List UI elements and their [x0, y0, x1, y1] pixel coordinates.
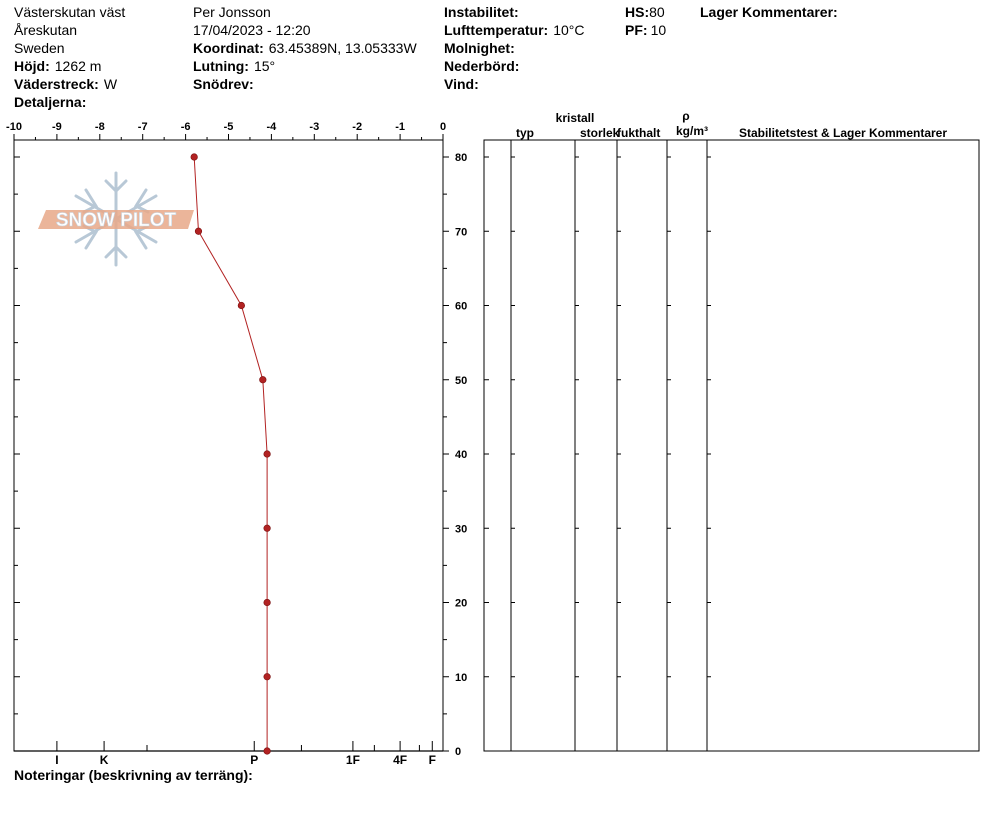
- elevation-label: Höjd:: [14, 58, 50, 74]
- y-tick-label: 20: [455, 597, 468, 610]
- instability-label: Instabilitet:: [444, 4, 519, 20]
- pf-label: PF:: [625, 22, 648, 38]
- area-name: Åreskutan: [14, 22, 78, 38]
- x-tick-label: -9: [52, 121, 62, 133]
- elevation-value: 1262 m: [54, 58, 102, 74]
- hardness-label: P: [250, 753, 259, 767]
- layer-comments-label: Lager Kommentarer:: [700, 4, 838, 20]
- x-tick-label: -4: [266, 121, 277, 133]
- slope-value: 15°: [253, 58, 276, 74]
- aspect-label: Väderstreck:: [14, 76, 99, 92]
- x-tick-label: -2: [352, 121, 363, 133]
- coords-label: Koordinat:: [193, 40, 264, 56]
- slope-label: Lutning:: [193, 58, 249, 74]
- temperature-point: [260, 376, 267, 383]
- logo-text: SNOW PILOT: [55, 210, 177, 231]
- air-temp-label: Lufttemperatur:: [444, 22, 549, 38]
- snowpilot-logo: [38, 173, 194, 265]
- x-tick-label: -8: [94, 121, 105, 133]
- y-tick-label: 40: [455, 449, 468, 461]
- x-tick-label: -10: [6, 121, 22, 133]
- temperature-point: [195, 228, 202, 235]
- x-tick-label: -1: [395, 121, 405, 133]
- col-density-unit-header: kg/m³: [675, 124, 709, 138]
- x-axis-ticks: [6, 121, 446, 140]
- location-name: Västerskutan väst: [14, 4, 126, 20]
- hardness-label: 1F: [345, 753, 360, 767]
- temperature-point: [191, 154, 198, 161]
- col-storlek-header: storlek: [580, 126, 620, 140]
- wind-label: Vind:: [444, 76, 479, 92]
- y-tick-label: 50: [455, 374, 468, 387]
- y-tick-label: 10: [455, 671, 468, 684]
- y-tick-label: 70: [455, 226, 468, 239]
- drift-label: Snödrev:: [193, 76, 254, 92]
- y-tick-label: 60: [455, 300, 468, 313]
- aspect-value: W: [103, 76, 118, 92]
- cloud-label: Molnighet:: [444, 40, 515, 56]
- temperature-point: [264, 673, 271, 680]
- temperature-point: [264, 748, 271, 755]
- hardness-label: F: [428, 753, 436, 767]
- temperature-series: [191, 154, 271, 755]
- temperature-point: [264, 599, 271, 606]
- temperature-point: [264, 451, 271, 458]
- x-tick-label: -3: [309, 121, 320, 133]
- observation-datetime: 17/04/2023 - 12:20: [193, 22, 311, 38]
- x-tick-label: -6: [180, 121, 191, 133]
- layer-table: [484, 109, 979, 751]
- hardness-axis: [55, 741, 436, 767]
- temperature-point: [264, 525, 271, 532]
- temperature-point: [238, 302, 245, 309]
- hardness-label: I: [55, 753, 59, 767]
- y-tick-label: 0: [455, 746, 462, 758]
- y-axis-ticks: [14, 152, 467, 758]
- y-tick-label: 30: [455, 523, 468, 536]
- col-rho-header: ρ: [682, 109, 690, 123]
- details-label: Detaljerna:: [14, 94, 87, 110]
- hardness-label: K: [99, 753, 109, 767]
- col-kristall-header: kristall: [555, 111, 595, 125]
- table-row-ticks: [484, 157, 711, 751]
- col-stability-header: Stabilitetstest & Lager Kommentarer: [738, 126, 948, 140]
- hs-value: 80: [649, 4, 665, 20]
- y-tick-label: 80: [455, 152, 468, 164]
- temperature-line: [194, 157, 267, 751]
- notes-label: Noteringar (beskrivning av terräng):: [14, 767, 253, 783]
- layer-table-frame: [484, 140, 979, 751]
- x-tick-label: 0: [439, 121, 447, 133]
- country-name: Sweden: [14, 40, 65, 56]
- col-fukthalt-header: fukthalt: [617, 126, 661, 140]
- hardness-label: 4F: [393, 753, 408, 767]
- coords-value: 63.45389N, 13.05333W: [268, 40, 417, 56]
- precip-label: Nederbörd:: [444, 58, 520, 74]
- col-typ-header: typ: [516, 126, 534, 140]
- x-tick-label: -5: [223, 121, 234, 133]
- pf-value: 10: [650, 22, 667, 38]
- x-tick-label: -7: [137, 121, 148, 133]
- hs-label: HS:: [625, 4, 650, 20]
- profile-frame: [14, 140, 443, 751]
- observer-name: Per Jonsson: [193, 4, 271, 20]
- air-temp-value: 10°C: [553, 22, 585, 38]
